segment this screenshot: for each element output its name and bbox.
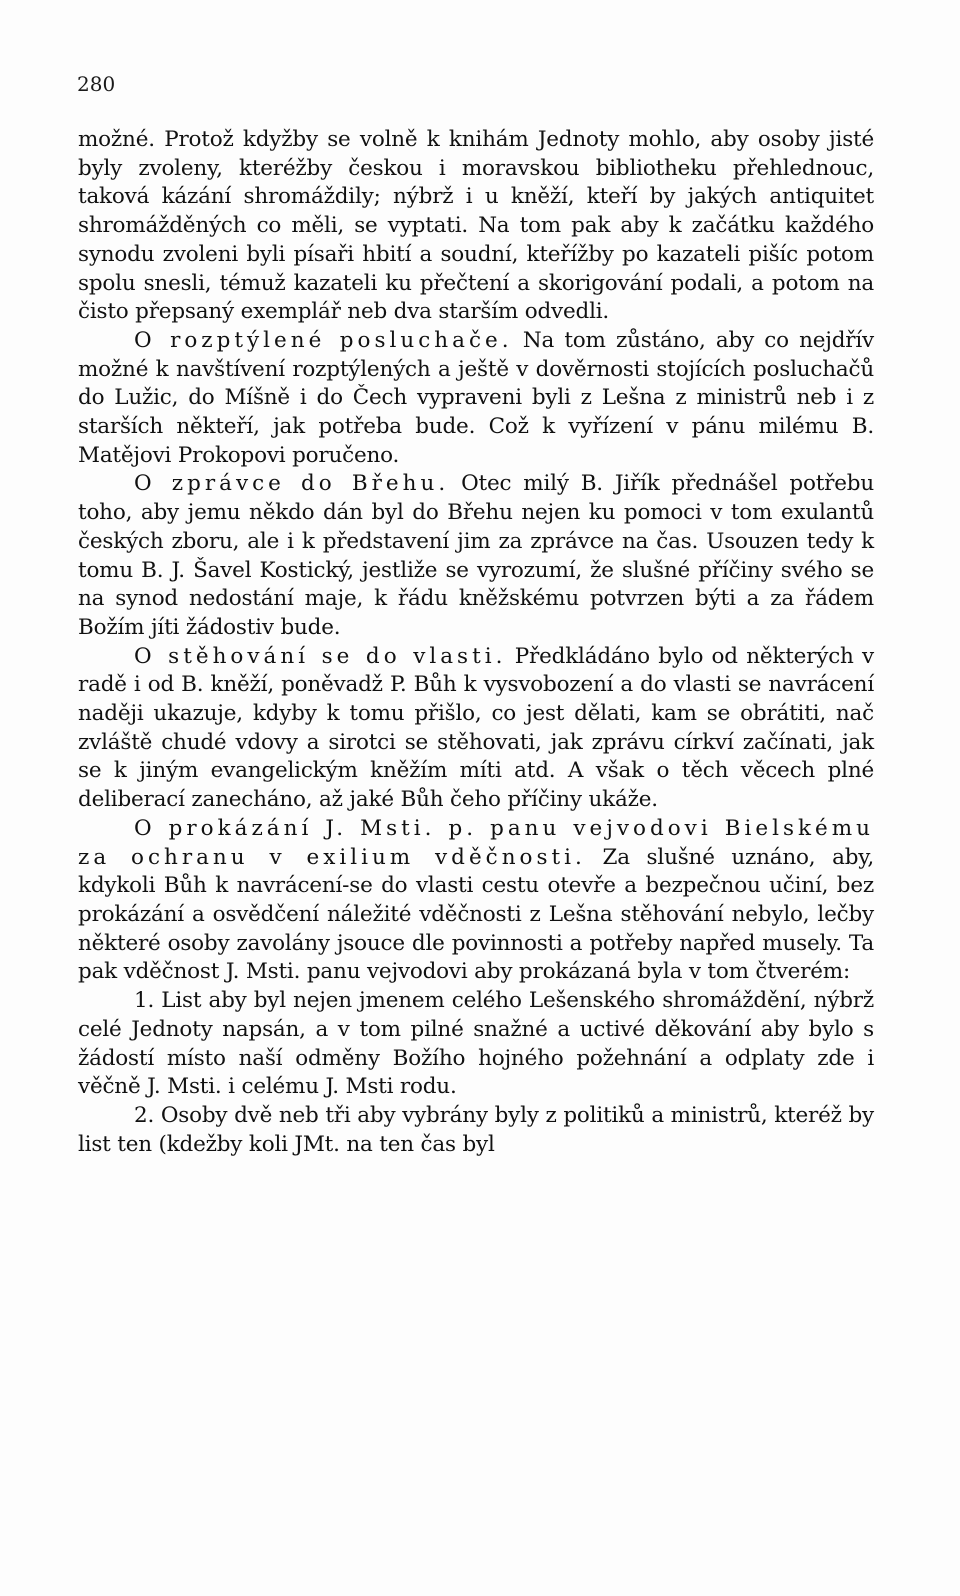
paragraph-text: možné. Protož kdyžby se volně k knihám Jednoty mohlo, aby osoby jisté byly zvoleny, kteréžby českou i moravskou bibliotheku přehlednouc, taková kázání shromáždily; nýbrž i u kněží, kteří by jakých antiquitet shromážděných co měli, se vyptati. Na tom pak aby k začátku každého synodu zvoleni byli písaři hbití a soudní, kteřížby po kazateli pišíc potom spolu snesli, témuž kazateli ku přečtení a skorigování podali, a potom na čisto přepsaný exemplář neb dva starším odvedli. [78,127,874,325]
paragraph-moving-homeland [78,643,874,815]
page-number: 280 [77,72,116,96]
body-text [78,126,874,1159]
section-heading: O zprávce do Břehu. [134,471,450,497]
paragraph-text: Otec milý B. Jiřík přednášel potřebu toho, aby jemu někdo dán byl do Břehu nejen ku pomoci v tom exulantů českých zboru, ale i k představení jim za zprávce na čas. Usouzen tedy k tomu B. J. Šavel Kostický, jestliže se vyrozumí, že slušné příčiny svého se na synod nedostání maje, k řádu kněžskému potvrzen býti a za řádem Božím jíti žádostiv bude. [78,471,874,640]
paragraph-continuation [78,126,874,327]
paragraph-text: 2. Osoby dvě neb tři aby vybrány byly z politiků a ministrů, kteréž by list ten (kdežby koli JMt. na ten čas byl [78,1102,874,1157]
section-heading: O rozptýlené posluchače. [134,327,513,353]
section-heading: O prokázání J. Msti. p. panu vejvodovi Bielskému za ochranu v exilium vděčnosti. [78,815,874,870]
paragraph-dispersed-listeners [78,327,874,471]
list-item-2 [78,1102,874,1159]
paragraph-text: Za slušné uznáno, aby, kdykoli Bůh k navrácení-se do vlasti cestu otevře a bezpečnou učiní, bez prokázání a osvědčení náležité vděčnosti z Lešna stěhování nebylo, lečby některé osoby zavolány jsouce dle povinnosti a potřeby napřed musely. Ta pak vděčnost J. Msti. panu vejvodovi aby prokázaná byla v tom čtverém: [78,844,874,985]
section-heading: O stěhování se do vlasti. [134,643,507,669]
paragraph-administrator-breh [78,470,874,642]
paragraph-text: Na tom zůstáno, aby co nejdřív možné k navštívení rozptýlených a ještě v dověrnosti stojících posluchačů do Lužic, do Míšně i do Čech vypraveni byli z Lešna z ministrů neb i z starších někteří, jak potřeba bude. Což k vyřízení v pánu milému B. Matějovi Prokopovi poručeno. [78,327,875,468]
paragraph-text: 1. List aby byl nejen jmenem celého Lešenského shromáždění, nýbrž celé Jednoty napsán, a v tom pilné snažné a uctivé děkování aby bylo s žádostí místo naší odměny Božího hojného požehnání a odplaty zde i věčně J. Msti. i celému J. Msti rodu. [78,988,874,1100]
paragraph-gratitude [78,815,874,987]
paragraph-text: Předkládáno bylo od některých v radě i od B. kněží, poněvadž P. Bůh k vysvobození a do vlasti se navrácení naději ukazuje, kdyby k tomu přišlo, co jest dělati, kam se obrátiti, nač zvláště chudé vdovy a sirotci se stěhovati, jak zprávu církví začínati, jak se k jiným evangelickým kněžím míti atd. A však o těch věcech plné deliberací zanecháno, až jaké Bůh čeho příčiny ukáže. [78,643,874,813]
list-item-1 [78,987,874,1102]
